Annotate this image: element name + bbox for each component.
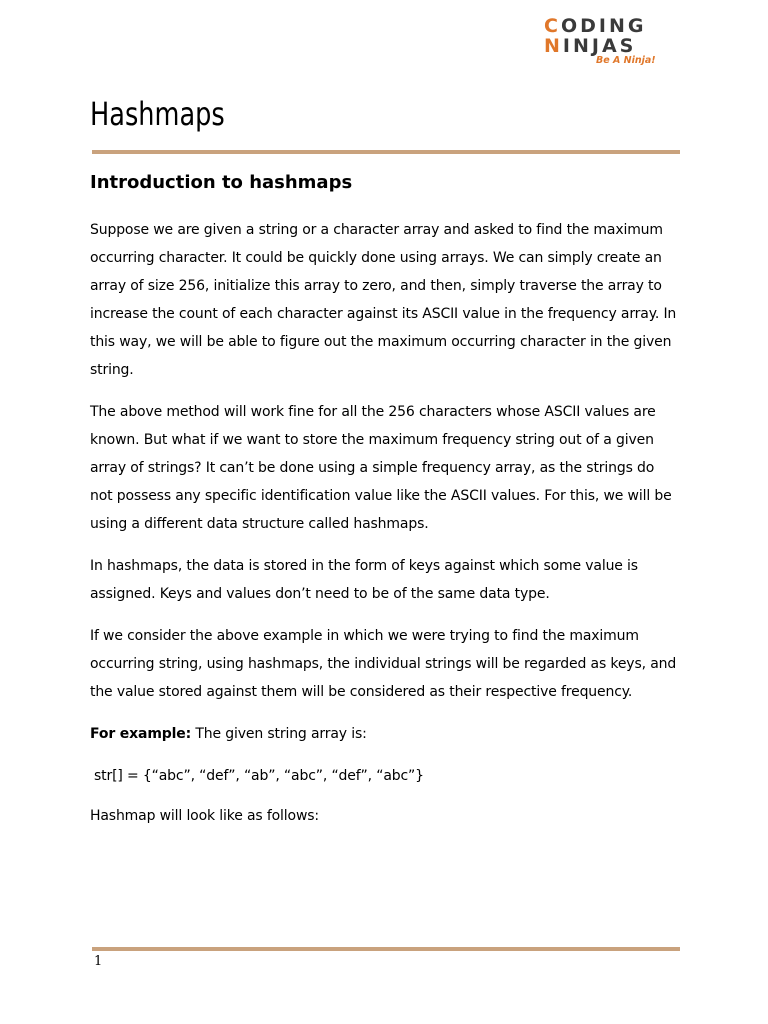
coding-ninjas-logo <box>540 14 665 70</box>
logo-line-ninjas: NINJAS <box>544 35 637 57</box>
example-label: For example: <box>90 726 192 742</box>
example-paragraph <box>90 720 680 748</box>
section-heading: Introduction to hashmaps <box>90 172 353 193</box>
document-title: Hashmaps <box>90 95 225 133</box>
logo-line-coding: CODING <box>544 15 647 37</box>
paragraph-4: If we consider the above example in which we were trying to find the maximum occurring string, using hashmaps, the individual strings will be regarded as keys, and the value stored against them will be considered as their respective frequency. <box>90 628 677 700</box>
code-line: str[] = {“abc”, “def”, “ab”, “abc”, “def”, “abc”} <box>94 768 424 784</box>
footer-divider <box>92 947 680 951</box>
paragraph-2: The above method will work fine for all the 256 characters whose ASCII values are known. But what if we want to store the maximum frequency string out of a given array of strings? It can’t be done using a simple frequency array, as the strings do not possess any specific identification value like the ASCII values. For this, we will be using a different data structure called hashmaps. <box>90 404 672 532</box>
header-divider <box>92 150 680 154</box>
document-body <box>90 216 680 844</box>
logo-tagline: Be A Ninja! <box>596 55 656 66</box>
paragraph-3: In hashmaps, the data is stored in the form of keys against which some value is assigned. Keys and values don’t need to be of the same data type. <box>90 558 638 602</box>
page-number: 1 <box>94 954 103 969</box>
example-text: The given string array is: <box>191 726 367 742</box>
closing-line: Hashmap will look like as follows: <box>90 808 319 824</box>
paragraph-1: Suppose we are given a string or a character array and asked to find the maximum occurring character. It could be quickly done using arrays. We can simply create an array of size 256, initialize this array to zero, and then, simply traverse the array to increase the count of each character against its ASCII value in the frequency array. In this way, we will be able to figure out the maximum occurring character in the given string. <box>90 222 677 378</box>
